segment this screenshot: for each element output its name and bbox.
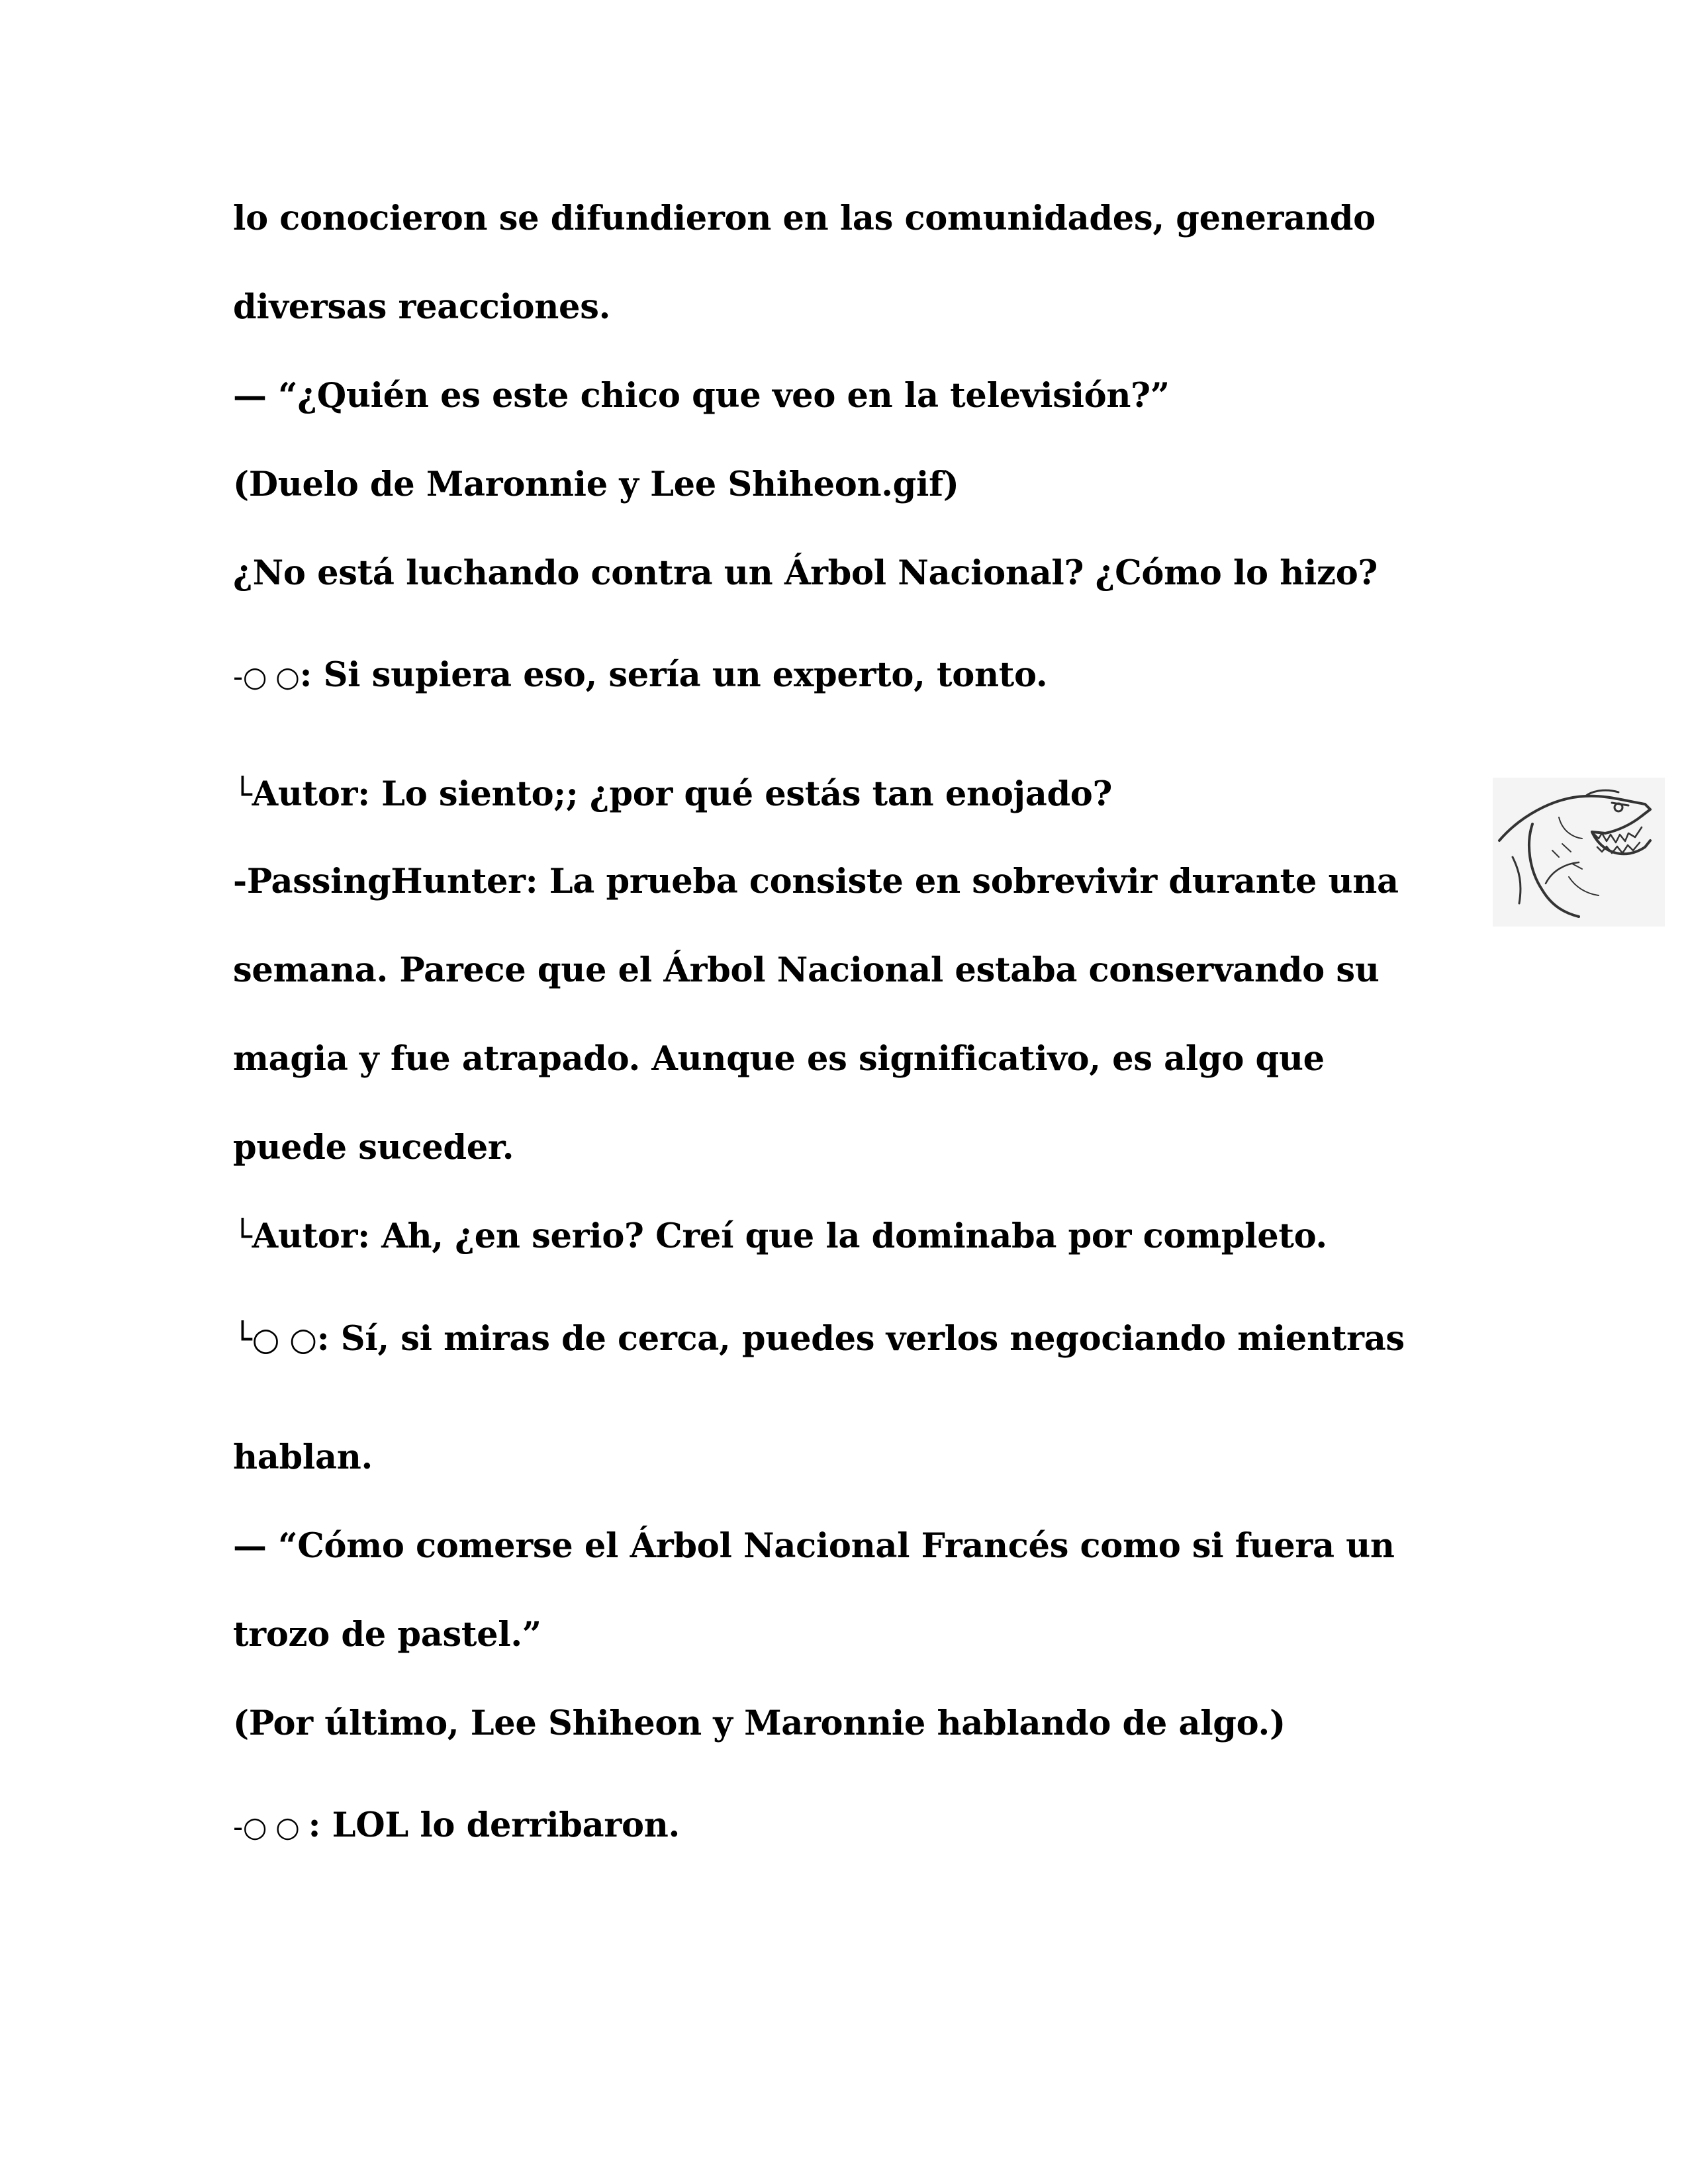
reply-prefix: └ <box>233 776 252 813</box>
reply-line: └Autor: Lo siento;; ¿por qué estás tan enojado? <box>233 774 1113 814</box>
comment-line: -PassingHunter: La prueba consiste en sobrevivir durante una <box>233 862 1399 901</box>
comment-line: -○ ○ : LOL lo derribaron. <box>233 1805 680 1845</box>
text-line: hablan. <box>233 1437 373 1477</box>
text-line: (Por último, Lee Shiheon y Maronnie hablando de algo.) <box>233 1704 1286 1743</box>
dialogue-line: — “Cómo comerse el Árbol Nacional Francés como si fuera un <box>233 1526 1395 1566</box>
reply-line: └Autor: Ah, ¿en serio? Creí que la dominaba por completo. <box>233 1216 1327 1256</box>
reply-line: └○ ○: Sí, si miras de cerca, puedes verlos negociando mientras <box>233 1319 1405 1359</box>
text-line: (Duelo de Maronnie y Lee Shiheon.gif) <box>233 465 959 504</box>
text-line: ¿No está luchando contra un Árbol Nacional? ¿Cómo lo hizo? <box>233 553 1378 593</box>
comment-prefix: -○ ○ <box>233 1811 308 1843</box>
dialogue-line: — “¿Quién es este chico que veo en la televisión?” <box>233 376 1170 416</box>
text-line: trozo de pastel.” <box>233 1615 541 1655</box>
reply-prefix: └○ ○ <box>233 1321 317 1358</box>
text-line: magia y fue atrapado. Aunque es significativo, es algo que <box>233 1039 1325 1079</box>
reply-prefix: └ <box>233 1218 252 1255</box>
dinosaur-sketch-icon <box>1493 778 1665 927</box>
comment-line: -○ ○: Si supiera eso, sería un experto, tonto. <box>233 655 1048 695</box>
text-line: puede suceder. <box>233 1128 514 1167</box>
text-line: semana. Parece que el Árbol Nacional estaba conservando su <box>233 950 1380 990</box>
text-line: lo conocieron se difundieron en las comunidades, generando <box>233 199 1376 238</box>
comment-prefix: -○ ○ <box>233 660 300 693</box>
text-line: diversas reacciones. <box>233 287 611 327</box>
